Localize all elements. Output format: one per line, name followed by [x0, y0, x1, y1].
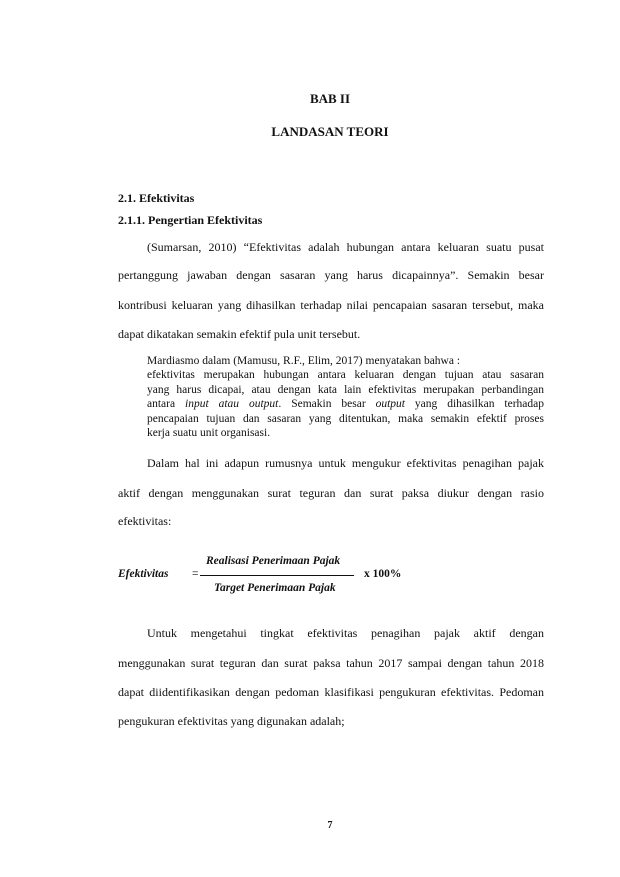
para2-line: aktif dengan menggunakan surat teguran dan surat paksa diukur dengan rasio — [118, 486, 544, 500]
quote-italic-term: output — [375, 398, 405, 410]
quote-line: pencapaian tujuan dan sasaran yang ditentukan, maka semakin efektif proses — [147, 413, 544, 425]
quote-text: yang dihasilkan terhadap — [414, 398, 545, 410]
quote-text: . Semakin besar — [278, 398, 366, 410]
para3-line: Untuk mengetahui tingkat efektivitas penagihan pajak aktif dengan — [147, 626, 544, 640]
para3-line: pengukuran efektivitas yang digunakan adalah; — [118, 714, 345, 728]
quote-line: yang harus dicapai, atau dengan kata lain efektivitas merupakan perbandingan — [147, 384, 544, 396]
chapter-title: LANDASAN TEORI — [271, 124, 389, 139]
para1-line: pertanggung jawaban dengan sasaran yang harus dicapainnya”. Semakin besar — [118, 268, 544, 282]
formula-numerator: Realisasi Penerimaan Pajak — [206, 555, 341, 567]
para1-line: kontribusi keluaran yang dihasilkan terhadap nilai pencapaian sasaran tersebut, maka — [118, 298, 544, 312]
quote-intro: Mardiasmo dalam (Mamusu, R.F., Elim, 2017) menyatakan bahwa : — [147, 355, 461, 367]
para1-line: dapat dikatakan semakin efektif pula unit tersebut. — [118, 327, 361, 341]
para3-line: dapat diidentifikasikan dengan pedoman klasifikasi pengukuran efektivitas. Pedoman — [118, 685, 544, 699]
para2-line: efektivitas: — [118, 514, 172, 528]
page-number: 7 — [327, 820, 333, 831]
para1-line: (Sumarsan, 2010) “Efektivitas adalah hubungan antara keluaran suatu pusat — [147, 240, 544, 254]
formula-multiplier: x 100% — [364, 568, 402, 580]
formula-denominator: Target Penerimaan Pajak — [214, 582, 336, 594]
quote-line — [147, 398, 544, 410]
chapter-label: BAB II — [309, 91, 351, 106]
quote-italic-term: input atau output — [185, 398, 279, 410]
formula-equals: = — [192, 568, 199, 580]
fraction-bar — [200, 575, 354, 576]
section-heading: 2.1. Efektivitas — [118, 191, 195, 205]
quote-line: efektivitas merupakan hubungan antara keluaran dengan tujuan atau sasaran — [147, 369, 544, 381]
formula-lhs: Efektivitas — [118, 568, 169, 580]
quote-line: kerja suatu unit organisasi. — [147, 427, 271, 439]
subsection-heading: 2.1.1. Pengertian Efektivitas — [118, 213, 263, 227]
quote-text: antara — [147, 398, 176, 410]
para2-line: Dalam hal ini adapun rumusnya untuk mengukur efektivitas penagihan pajak — [147, 456, 544, 470]
para3-line: menggunakan surat teguran dan surat paksa tahun 2017 sampai dengan tahun 2018 — [118, 656, 544, 670]
